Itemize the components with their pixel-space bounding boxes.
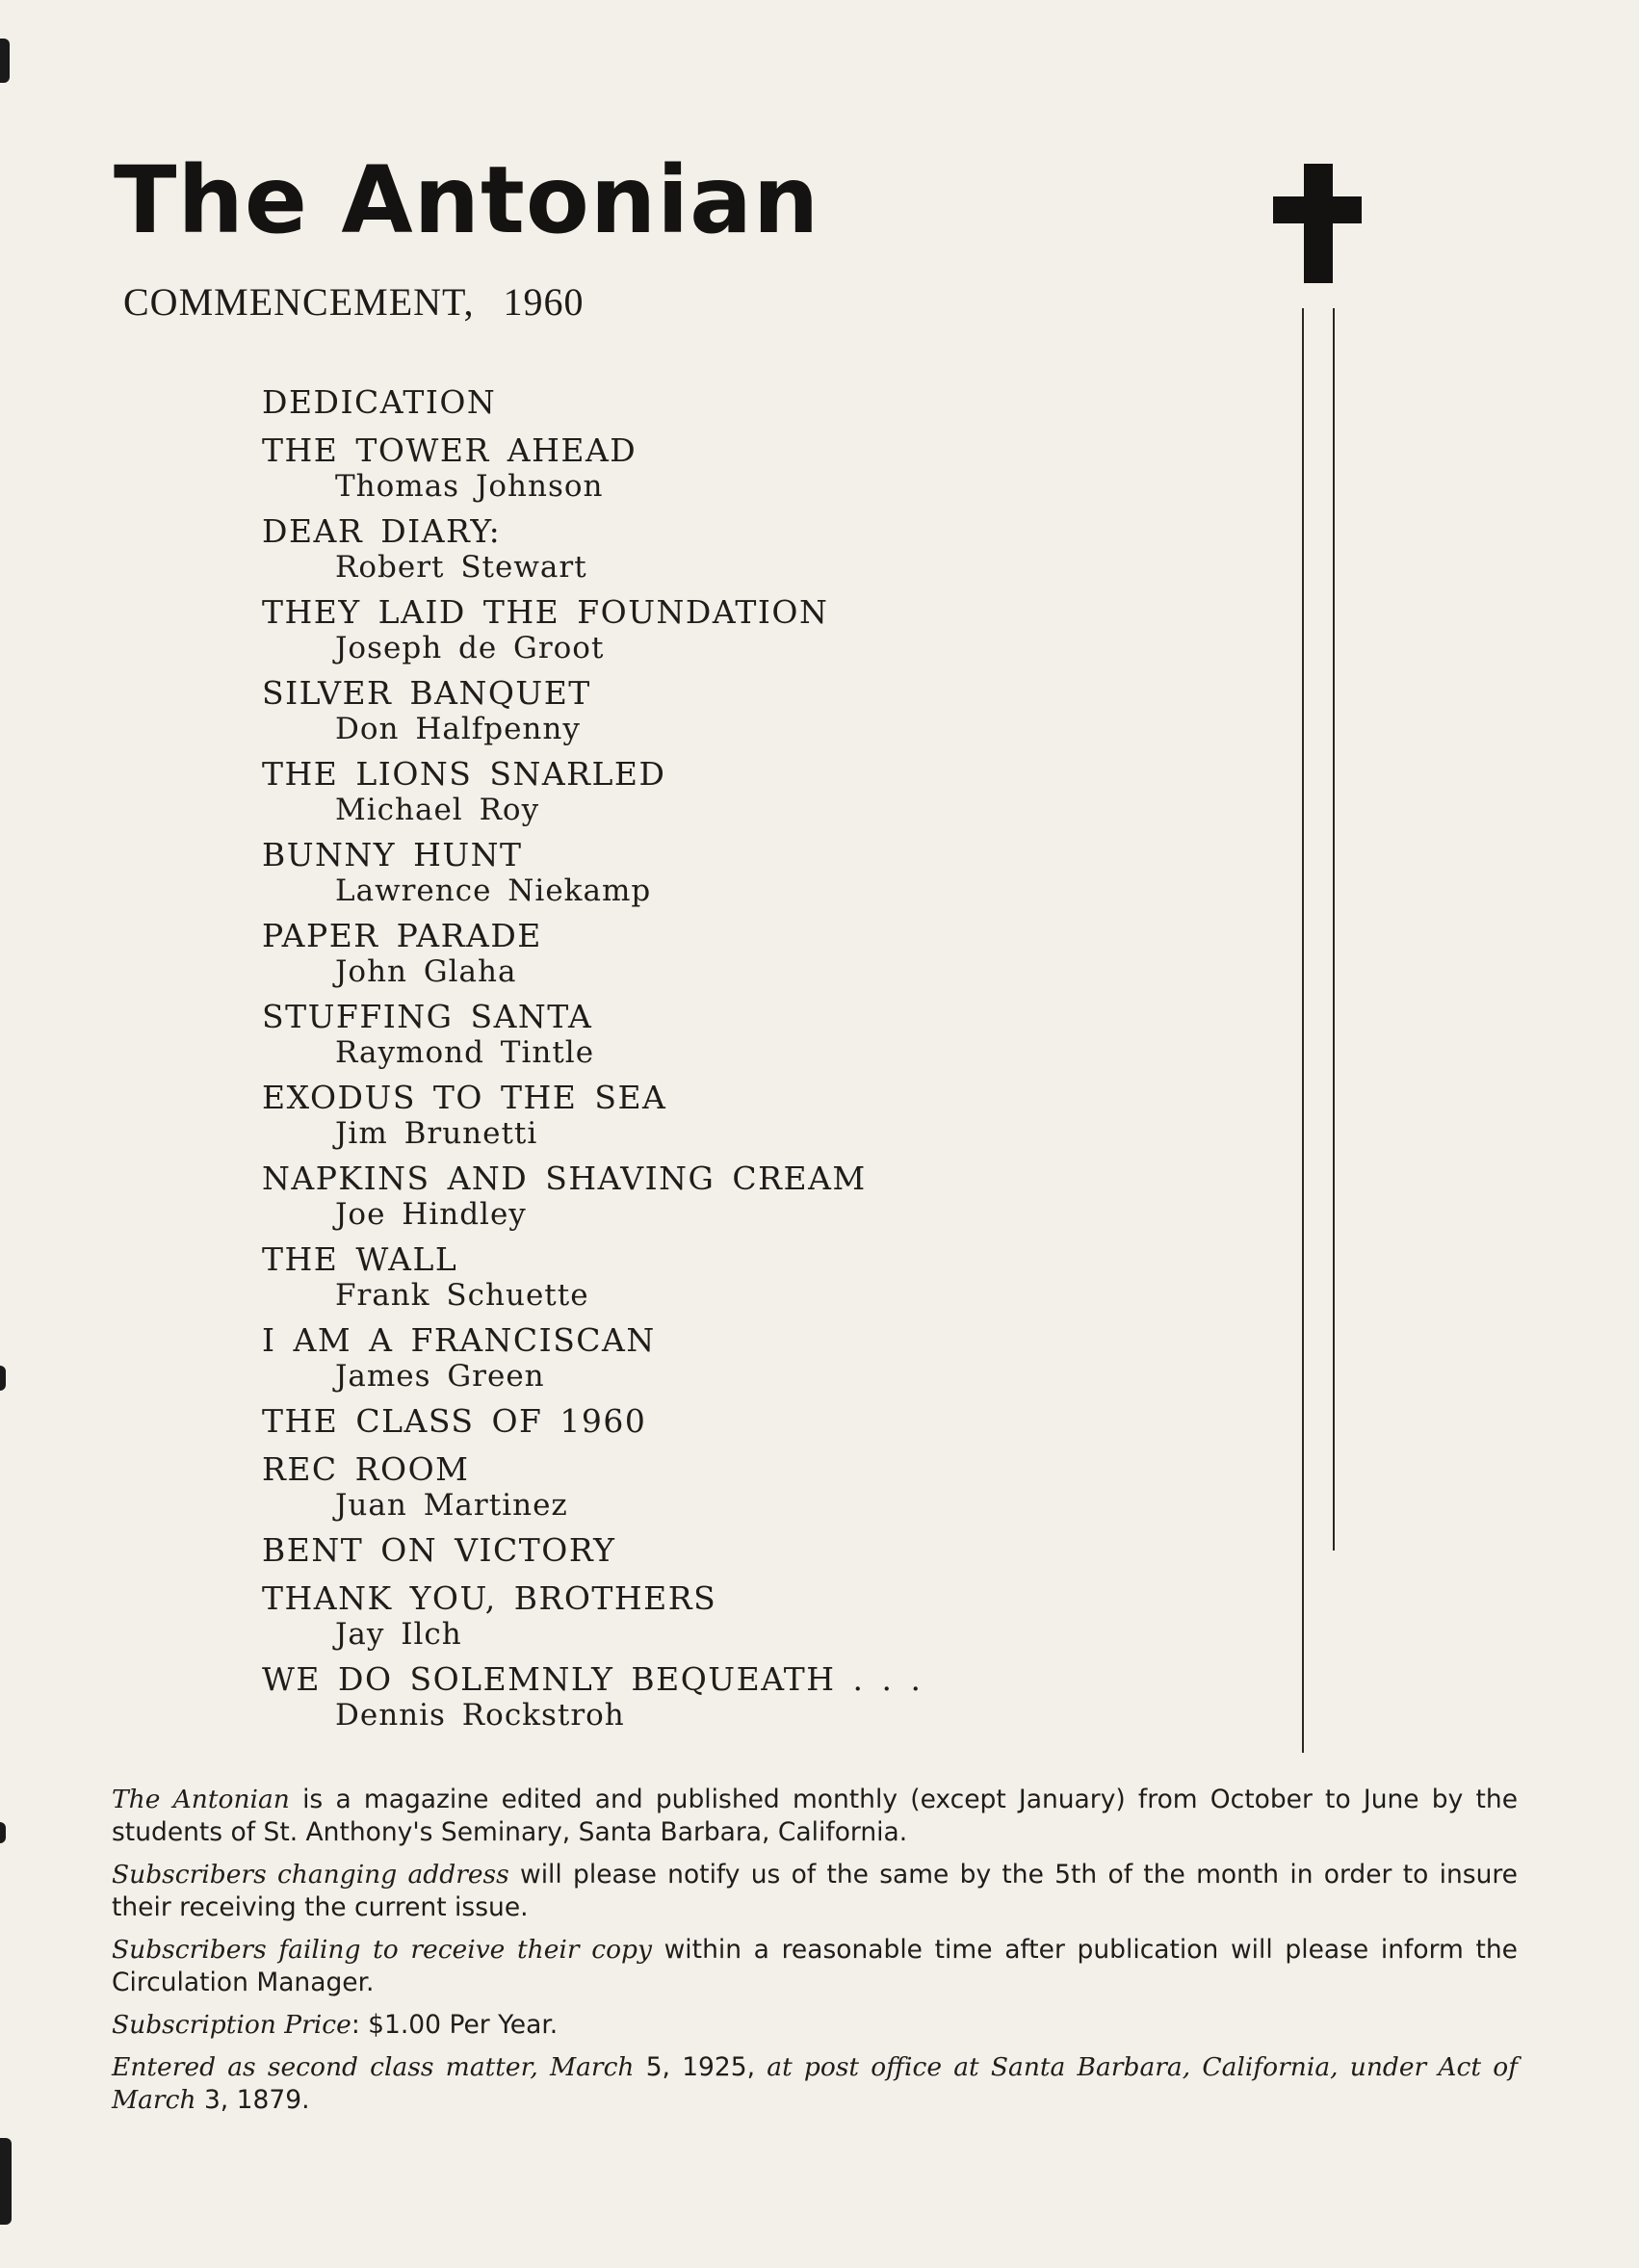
toc-entry-title: WE DO SOLEMNLY BEQUEATH . . .	[262, 1660, 923, 1698]
toc-entry-author: Jim Brunetti	[335, 1116, 538, 1151]
toc-entry-author: James Green	[335, 1359, 545, 1394]
toc-entry-author: Joe Hindley	[335, 1197, 527, 1232]
toc-entry	[262, 1660, 1283, 1732]
toc-entry-title: STUFFING SANTA	[262, 998, 593, 1035]
toc-entry	[262, 1240, 1283, 1312]
vertical-rule	[1302, 308, 1304, 1753]
notice-about-text: is a magazine edited and published monthly (except January) from October to June by the students of St. Anthony's Seminary, Santa Barbara, California.	[112, 1785, 1518, 1847]
notice-about-italic: The Antonian	[112, 1785, 290, 1814]
toc-entry	[262, 755, 1283, 826]
notice-address-text: will please notify us of the same by the 5th of the month in order to insure their receiving the current issue.	[112, 1860, 1518, 1922]
toc-entry-author: Michael Roy	[335, 793, 540, 827]
publication-notice	[112, 1784, 1518, 2126]
toc-entry-author: John Glaha	[335, 954, 517, 989]
notice-entry-text-a: 5, 1925,	[634, 2052, 767, 2082]
binding-mark	[0, 39, 10, 83]
notice-missing-copy	[112, 1934, 1518, 1999]
toc-entry	[262, 674, 1283, 745]
toc-entry-title: I AM A FRANCISCAN	[262, 1321, 656, 1359]
issue-line	[123, 279, 584, 325]
toc-entry-title: REC ROOM	[262, 1450, 470, 1488]
toc-entry	[262, 836, 1283, 907]
toc-entry-author: Raymond Tintle	[335, 1035, 595, 1070]
notice-address	[112, 1859, 1518, 1924]
notice-about	[112, 1784, 1518, 1849]
toc-entry-author: Dennis Rockstroh	[335, 1698, 625, 1733]
notice-entry-italic-a: Entered as second class matter, March	[112, 2052, 635, 2082]
toc-entry-author: Robert Stewart	[335, 550, 587, 585]
notice-address-italic: Subscribers changing address	[112, 1860, 509, 1890]
toc-entry-title: THE LIONS SNARLED	[262, 755, 666, 793]
toc-entry	[262, 1160, 1283, 1231]
toc-entry-title: BENT ON VICTORY	[262, 1531, 616, 1569]
notice-missing-italic: Subscribers failing to receive their copy	[112, 1935, 652, 1965]
toc-entry-author: Juan Martinez	[335, 1488, 568, 1523]
toc-entry	[262, 1402, 1283, 1441]
toc-entry-title: SILVER BANQUET	[262, 674, 591, 712]
magazine-title: The Antonian	[114, 146, 820, 254]
table-of-contents	[262, 383, 1283, 1741]
toc-entry-author: Frank Schuette	[335, 1278, 589, 1313]
toc-entry-title: EXODUS TO THE SEA	[262, 1079, 667, 1116]
binding-mark	[0, 2138, 12, 2225]
toc-entry	[262, 512, 1283, 584]
binding-mark	[0, 1822, 6, 1843]
toc-entry-author: Lawrence Niekamp	[335, 873, 652, 908]
toc-entry-author: Joseph de Groot	[335, 631, 605, 665]
toc-entry-title: PAPER PARADE	[262, 917, 542, 954]
toc-entry	[262, 917, 1283, 988]
notice-entry-italic-b: at post office at Santa Barbara, California, under Act of March	[112, 2052, 1518, 2115]
vertical-rule	[1333, 308, 1335, 1551]
toc-entry-title: THE CLASS OF 1960	[262, 1402, 647, 1440]
toc-entry	[262, 1579, 1283, 1651]
toc-entry-title: THANK YOU, BROTHERS	[262, 1579, 717, 1617]
toc-entry-title: BUNNY HUNT	[262, 836, 523, 873]
notice-price-text: : $1.00 Per Year.	[351, 2010, 559, 2040]
notice-price	[112, 2009, 1518, 2042]
toc-entry	[262, 593, 1283, 665]
toc-entry-title: THE WALL	[262, 1240, 458, 1278]
toc-entry-author: Don Halfpenny	[335, 712, 581, 746]
toc-entry-title: THEY LAID THE FOUNDATION	[262, 593, 829, 631]
toc-entry-title: DEDICATION	[262, 383, 497, 421]
toc-entry-title: NAPKINS AND SHAVING CREAM	[262, 1160, 867, 1197]
toc-entry-title: THE TOWER AHEAD	[262, 431, 637, 469]
notice-missing-text: within a reasonable time after publication will please inform the Circulation Manager.	[112, 1935, 1518, 1997]
toc-entry	[262, 1321, 1283, 1393]
toc-entry-author: Thomas Johnson	[335, 469, 604, 504]
toc-entry	[262, 1531, 1283, 1570]
toc-entry-author: Jay Ilch	[335, 1617, 462, 1652]
toc-entry	[262, 1450, 1283, 1522]
notice-entry	[112, 2051, 1518, 2117]
toc-entry	[262, 383, 1283, 422]
toc-entry	[262, 1079, 1283, 1150]
binding-mark	[0, 1366, 6, 1391]
notice-entry-text-b: 3, 1879.	[195, 2085, 310, 2115]
notice-price-italic: Subscription Price	[112, 2010, 351, 2040]
toc-entry	[262, 431, 1283, 503]
issue-year: 1960	[503, 280, 585, 324]
toc-entry	[262, 998, 1283, 1069]
cross-icon	[1273, 164, 1362, 283]
issue-label: COMMENCEMENT,	[123, 280, 475, 324]
toc-entry-title: DEAR DIARY:	[262, 512, 502, 550]
